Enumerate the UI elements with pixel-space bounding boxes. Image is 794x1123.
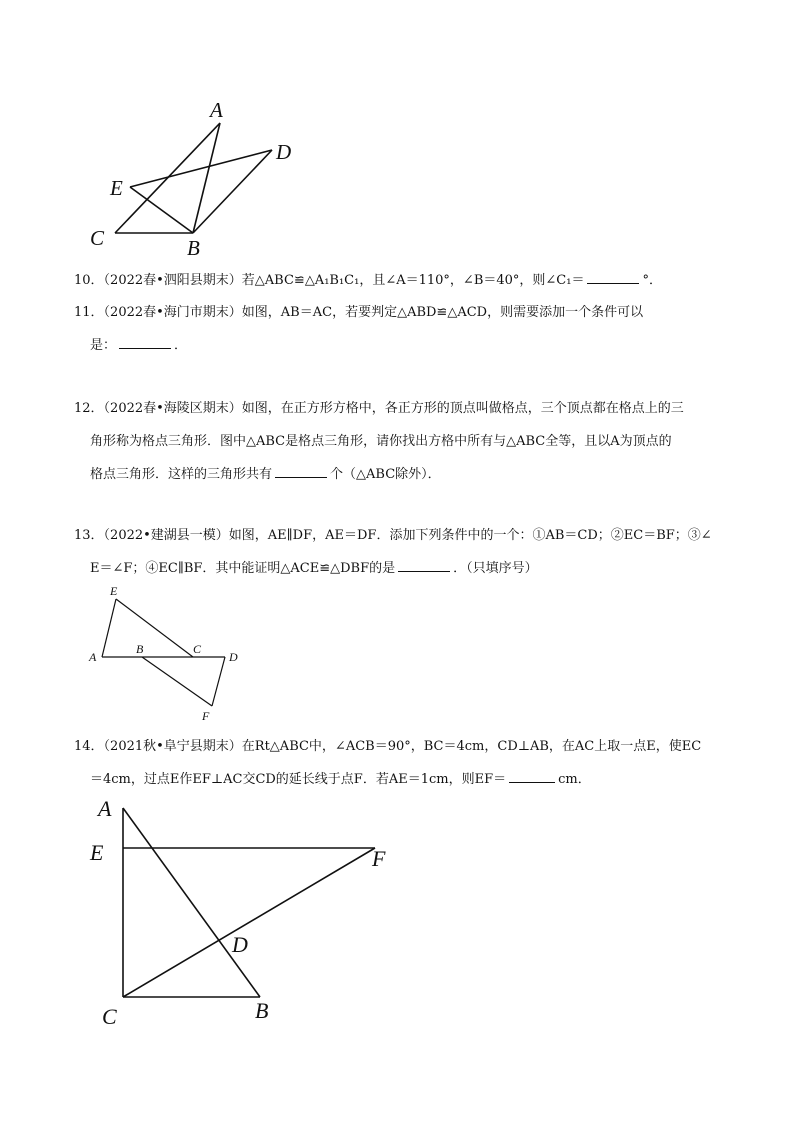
question-14-line-1: 14．（2021秋•阜宁县期末）在Rt△ABC中，∠ACB＝90°，BC＝4cm，CD⊥AB，在AC上取一点E，使EC — [74, 739, 702, 754]
figure-q13 — [85, 582, 255, 724]
segment-AB — [123, 808, 260, 997]
question-11-prefix: 是： — [90, 338, 117, 353]
segment-AB — [193, 123, 220, 233]
question-11 — [74, 296, 734, 362]
question-12-line-2: 角形称为格点三角形．图中△ABC是格点三角形，请你找出方格中所有与△ABC全等，且以A为顶点的 — [90, 434, 672, 449]
question-11-tail: ． — [174, 338, 188, 353]
label-C: C — [102, 1004, 117, 1029]
segment-ED — [130, 150, 272, 187]
question-14 — [74, 730, 734, 796]
question-14-line-2: ＝4cm，过点E作EF⊥AC交CD的延长线于点F．若AE＝1cm，则EF＝ — [90, 772, 507, 787]
question-10-tail: °． — [642, 273, 662, 288]
label-D: D — [229, 650, 238, 664]
segment-DF — [212, 657, 225, 706]
label-B: B — [187, 236, 200, 260]
label-B: B — [136, 642, 144, 656]
answer-blank — [275, 465, 327, 478]
question-12-line-3: 格点三角形．这样的三角形共有 — [90, 467, 273, 482]
question-14-tail: cm． — [558, 772, 591, 787]
label-A: A — [98, 796, 112, 821]
label-F: F — [202, 709, 210, 723]
label-E: E — [110, 176, 123, 200]
label-F: F — [372, 846, 386, 871]
segment-BF — [142, 657, 212, 706]
label-A: A — [210, 98, 223, 122]
question-10-text: 10．（2022春•泗阳县期末）若△ABC≌△A₁B₁C₁，且∠A＝110°，∠B＝40°，则∠C₁＝ — [74, 273, 585, 288]
question-13-line-1: 13．（2022•建湖县一模）如图，AE∥DF，AE＝DF．添加下列条件中的一个：①AB＝CD；②EC＝BF；③∠ — [74, 528, 712, 543]
segment-CF — [123, 848, 375, 997]
label-E: E — [110, 584, 118, 598]
label-B: B — [255, 998, 269, 1023]
segment-EB — [130, 187, 193, 233]
segment-AE — [102, 599, 116, 657]
question-13-tail: ．（只填序号） — [453, 561, 538, 576]
question-12-line-1: 12．（2022春•海陵区期末）如图，在正方形方格中，各正方形的顶点叫做格点，三个顶点都在格点上的三 — [74, 401, 684, 416]
answer-blank — [398, 559, 450, 572]
question-10 — [74, 264, 734, 297]
answer-blank — [119, 336, 171, 349]
answer-blank — [509, 770, 555, 783]
label-E: E — [90, 840, 104, 865]
question-12-tail: 个（△ABC除外）． — [330, 467, 441, 482]
figure-q9 — [80, 95, 310, 260]
question-11-line-1: 11．（2022春•海门市期末）如图，AB＝AC，若要判定△ABD≌△ACD，则需要添加一个条件可以 — [74, 305, 644, 320]
answer-blank — [587, 271, 639, 284]
label-C: C — [193, 642, 202, 656]
question-13 — [74, 519, 734, 585]
figure-q14 — [80, 790, 410, 1035]
label-C: C — [90, 226, 105, 250]
label-D: D — [232, 932, 248, 957]
label-A: A — [89, 650, 97, 664]
segment-BD — [193, 150, 272, 233]
segment-EC — [116, 599, 193, 657]
question-12 — [74, 392, 734, 491]
question-13-line-2: E＝∠F；④EC∥BF．其中能证明△ACE≌△DBF的是 — [90, 561, 396, 576]
label-D: D — [276, 140, 292, 164]
